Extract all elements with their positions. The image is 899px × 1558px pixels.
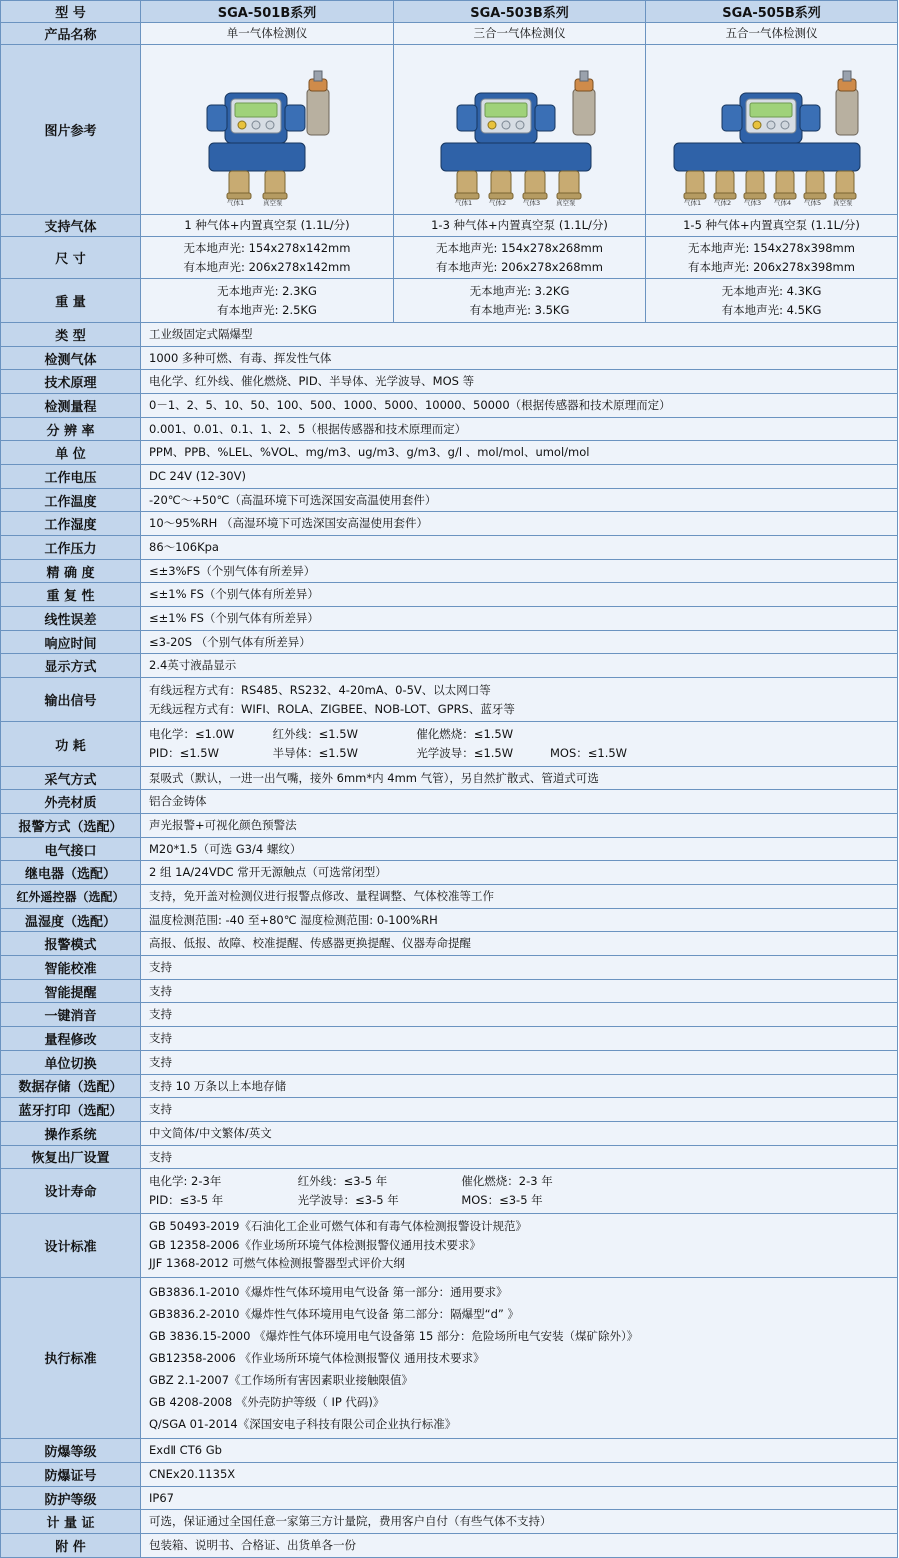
power-catalytic: 催化燃烧：≤1.5W — [416, 727, 514, 742]
row-label-alarm-mode: 报警模式 — [1, 932, 141, 956]
row-label-alarm-mode-opt: 报警方式（选配） — [1, 814, 141, 838]
table-row-voltage — [1, 465, 898, 489]
table-row-output — [1, 678, 898, 722]
row-label-work-humid: 工作湿度 — [1, 512, 141, 536]
table-row-os — [1, 1121, 898, 1145]
lifespan-electrochem: 电化学: 2-3年 — [149, 1174, 222, 1189]
size-505b-line2: 有本地声光: 206x278x398mm — [688, 259, 855, 274]
ex-grade-value: ExdⅡ CT6 Gb — [141, 1439, 898, 1463]
lifespan-line1 — [149, 1172, 891, 1191]
weight-503b — [394, 279, 646, 323]
row-label-work-press: 工作压力 — [1, 536, 141, 560]
table-row-product-name — [1, 23, 898, 45]
product-name-503b: 三合一气体检测仪 — [394, 23, 646, 45]
svg-text:真空泵: 真空泵 — [263, 199, 283, 207]
size-501b-line2: 有本地声光: 206x278x142mm — [183, 259, 351, 274]
row-label-ex-grade: 防爆等级 — [1, 1439, 141, 1463]
table-row-repeat — [1, 583, 898, 607]
row-label-one-key: 一键消音 — [1, 1003, 141, 1027]
table-row-support-gas — [1, 215, 898, 237]
table-row-accuracy — [1, 559, 898, 583]
row-label-restore: 恢复出厂设置 — [1, 1145, 141, 1169]
size-505b — [646, 237, 898, 279]
svg-text:气体3: 气体3 — [743, 199, 761, 207]
restore-value: 支持 — [141, 1145, 898, 1169]
table-row-response — [1, 630, 898, 654]
range-value: 0－1、2、5、10、50、100、500、1000、5000、10000、50000（根据传感器和技术原理而定） — [141, 394, 898, 418]
support-gas-501b: 1 种气体+内置真空泵 (1.1L/分) — [141, 215, 394, 237]
repeat-value: ≤±1% FS（个别气体有所差异） — [141, 583, 898, 607]
device-illustration-3 — [405, 49, 635, 207]
table-row-image — [1, 45, 898, 215]
design-std-line2: GB 12358-2006《作业场所环境气体检测报警仪通用技术要求》 — [149, 1237, 481, 1252]
row-label-work-temp: 工作温度 — [1, 488, 141, 512]
table-row-accessories — [1, 1534, 898, 1558]
row-label-support-gas: 支持气体 — [1, 215, 141, 237]
model-505b: SGA-505B系列 — [646, 1, 898, 23]
row-label-smart-remind: 智能提醒 — [1, 979, 141, 1003]
row-label-model: 型 号 — [1, 1, 141, 23]
row-label-category: 类 型 — [1, 323, 141, 347]
exec-std-line7: Q/SGA 01-2014《深国安电子科技有限公司企业执行标准》 — [149, 1417, 457, 1432]
size-501b — [141, 237, 394, 279]
model-501b: SGA-501B系列 — [141, 1, 394, 23]
metering-value: 可选，保证通过全国任意一家第三方计量院，费用客户自付（有些气体不支持） — [141, 1510, 898, 1534]
shell-value: 铝合金铸体 — [141, 790, 898, 814]
table-row-restore — [1, 1145, 898, 1169]
power-value — [141, 722, 898, 766]
row-label-storage: 数据存储（选配） — [1, 1074, 141, 1098]
row-label-lifespan: 设计寿命 — [1, 1169, 141, 1213]
table-row-work-press — [1, 536, 898, 560]
accuracy-value: ≤±3%FS（个别气体有所差异） — [141, 559, 898, 583]
table-row-storage — [1, 1074, 898, 1098]
table-row-unit-switch — [1, 1050, 898, 1074]
row-label-temp-humid-opt: 温湿度（选配） — [1, 908, 141, 932]
one-key-value: 支持 — [141, 1003, 898, 1027]
row-label-sampling: 采气方式 — [1, 766, 141, 790]
lifespan-pid: PID：≤3-5 年 — [149, 1192, 224, 1207]
table-row-smart-cal — [1, 956, 898, 980]
table-row-shell — [1, 790, 898, 814]
voltage-value: DC 24V (12-30V) — [141, 465, 898, 489]
table-row-ip-grade — [1, 1486, 898, 1510]
lifespan-value — [141, 1169, 898, 1213]
row-label-voltage: 工作电压 — [1, 465, 141, 489]
support-gas-503b: 1-3 种气体+内置真空泵 (1.1L/分) — [394, 215, 646, 237]
response-value: ≤3-20S （个别气体有所差异） — [141, 630, 898, 654]
row-label-ex-cert: 防爆证号 — [1, 1463, 141, 1487]
output-value — [141, 678, 898, 722]
table-row-display — [1, 654, 898, 678]
lifespan-infrared: 红外线：≤3-5 年 — [297, 1174, 388, 1189]
weight-503b-line2: 有本地声光: 3.5KG — [469, 302, 570, 317]
design-std-value — [141, 1213, 898, 1277]
output-line2: 无线远程方式有：WIFI、ROLA、ZIGBEE、NOB-LOT、GPRS、蓝牙等 — [149, 701, 515, 716]
row-label-bt-print: 蓝牙打印（选配） — [1, 1098, 141, 1122]
weight-503b-line1: 无本地声光: 3.2KG — [469, 284, 570, 299]
work-temp-value: -20℃～+50℃（高温环境下可选深国安高温使用套件） — [141, 488, 898, 512]
work-press-value: 86～106Kpa — [141, 536, 898, 560]
range-mod-value: 支持 — [141, 1027, 898, 1051]
linearity-value: ≤±1% FS（个别气体有所差异） — [141, 607, 898, 631]
power-line2 — [149, 744, 891, 763]
product-name-501b: 单一气体检测仪 — [141, 23, 394, 45]
device-image-505b — [646, 45, 898, 215]
row-label-detect-gas: 检测气体 — [1, 346, 141, 370]
lifespan-optical: 光学波导：≤3-5 年 — [297, 1192, 399, 1207]
row-label-shell: 外壳材质 — [1, 790, 141, 814]
design-std-line1: GB 50493-2019《石油化工企业可燃气体和有毒气体检测报警设计规范》 — [149, 1219, 527, 1234]
output-line1: 有线远程方式有：RS485、RS232、4-20mA、0-5V、以太网口等 — [149, 683, 491, 698]
size-501b-line1: 无本地声光: 154x278x142mm — [183, 241, 351, 256]
table-row-alarm-mode-opt — [1, 814, 898, 838]
table-row-metering — [1, 1510, 898, 1534]
design-std-line3: JJF 1368-2012 可燃气体检测报警器型式评价大纲 — [149, 1256, 405, 1271]
power-optical: 光学波导：≤1.5W — [416, 746, 514, 761]
row-label-display: 显示方式 — [1, 654, 141, 678]
row-label-ip-grade: 防护等级 — [1, 1486, 141, 1510]
row-label-resolution: 分 辨 率 — [1, 417, 141, 441]
ex-cert-value: CNEx20.1135X — [141, 1463, 898, 1487]
table-row-exec-std — [1, 1277, 898, 1439]
size-503b — [394, 237, 646, 279]
row-label-output: 输出信号 — [1, 678, 141, 722]
table-row-bt-print — [1, 1098, 898, 1122]
storage-value: 支持 10 万条以上本地存储 — [141, 1074, 898, 1098]
accessories-value: 包装箱、说明书、合格证、出货单各一份 — [141, 1534, 898, 1558]
row-label-product-name: 产品名称 — [1, 23, 141, 45]
work-humid-value: 10～95%RH （高湿环境下可选深国安高湿使用套件） — [141, 512, 898, 536]
svg-text:气体1: 气体1 — [454, 199, 472, 207]
lifespan-line2 — [149, 1191, 891, 1210]
table-row-remote — [1, 885, 898, 909]
weight-505b-line2: 有本地声光: 4.5KG — [721, 302, 822, 317]
table-row-detect-gas — [1, 346, 898, 370]
relay-value: 2 组 1A/24VDC 常开无源触点（可选常闭型） — [141, 861, 898, 885]
power-semiconductor: 半导体：≤1.5W — [272, 746, 358, 761]
row-label-exec-std: 执行标准 — [1, 1277, 141, 1439]
row-label-tech-principle: 技术原理 — [1, 370, 141, 394]
row-label-repeat: 重 复 性 — [1, 583, 141, 607]
smart-remind-value: 支持 — [141, 979, 898, 1003]
row-label-weight: 重 量 — [1, 279, 141, 323]
weight-505b — [646, 279, 898, 323]
ip-grade-value: IP67 — [141, 1486, 898, 1510]
table-row-range-mod — [1, 1027, 898, 1051]
power-line1 — [149, 725, 891, 744]
row-label-accessories: 附 件 — [1, 1534, 141, 1558]
row-label-linearity: 线性误差 — [1, 607, 141, 631]
table-row-ex-cert — [1, 1463, 898, 1487]
tech-principle-value: 电化学、红外线、催化燃烧、PID、半导体、光学波导、MOS 等 — [141, 370, 898, 394]
table-row-lifespan — [1, 1169, 898, 1213]
table-row-work-temp — [1, 488, 898, 512]
detect-gas-value: 1000 多种可燃、有毒、挥发性气体 — [141, 346, 898, 370]
weight-501b-line1: 无本地声光: 2.3KG — [217, 284, 317, 299]
power-pid: PID：≤1.5W — [149, 746, 219, 761]
table-row-weight — [1, 279, 898, 323]
svg-text:气体4: 气体4 — [773, 199, 791, 207]
remote-value: 支持，免开盖对检测仪进行报警点修改、量程调整、气体校准等工作 — [141, 885, 898, 909]
svg-text:真空泵: 真空泵 — [832, 199, 852, 207]
os-value: 中文简体/中文繁体/英文 — [141, 1121, 898, 1145]
exec-std-line3: GB 3836.15-2000 《爆炸性气体环境用电气设备第 15 部分：危险场所电气安装（煤矿除外）》 — [149, 1328, 639, 1343]
svg-text:真空泵: 真空泵 — [555, 199, 575, 207]
unit-value: PPM、PPB、%LEL、%VOL、mg/m3、ug/m3、g/m3、g/l 、mol/mol、umol/mol — [141, 441, 898, 465]
svg-text:气体1: 气体1 — [683, 199, 701, 207]
row-label-relay: 继电器（选配） — [1, 861, 141, 885]
row-label-metering: 计 量 证 — [1, 1510, 141, 1534]
row-label-remote: 红外遥控器（选配） — [1, 885, 141, 909]
row-label-accuracy: 精 确 度 — [1, 559, 141, 583]
table-row-sampling — [1, 766, 898, 790]
table-row-electrical — [1, 837, 898, 861]
display-value: 2.4英寸液晶显示 — [141, 654, 898, 678]
power-electrochem: 电化学：≤1.0W — [149, 727, 235, 742]
row-label-smart-cal: 智能校准 — [1, 956, 141, 980]
exec-std-value — [141, 1277, 898, 1439]
lifespan-catalytic: 催化燃烧：2-3 年 — [461, 1174, 553, 1189]
weight-501b — [141, 279, 394, 323]
row-label-design-std: 设计标准 — [1, 1213, 141, 1277]
bt-print-value: 支持 — [141, 1098, 898, 1122]
exec-std-line4: GB12358-2006 《作业场所环境气体检测报警仪 通用技术要求》 — [149, 1350, 485, 1365]
exec-std-line6: GB 4208-2008 《外壳防护等级（ IP 代码)》 — [149, 1395, 385, 1410]
alarm-mode-value: 高报、低报、故障、校准提醒、传感器更换提醒、仪器寿命提醒 — [141, 932, 898, 956]
table-row-ex-grade — [1, 1439, 898, 1463]
table-row-relay — [1, 861, 898, 885]
power-infrared: 红外线：≤1.5W — [272, 727, 358, 742]
electrical-value: M20*1.5（可选 G3/4 螺纹） — [141, 837, 898, 861]
model-503b: SGA-503B系列 — [394, 1, 646, 23]
row-label-os: 操作系统 — [1, 1121, 141, 1145]
device-illustration-5 — [648, 49, 896, 207]
svg-text:气体3: 气体3 — [522, 199, 540, 207]
size-503b-line2: 有本地声光: 206x278x268mm — [436, 259, 603, 274]
table-row-one-key — [1, 1003, 898, 1027]
table-row-power — [1, 722, 898, 766]
table-row-temp-humid-opt — [1, 908, 898, 932]
sampling-value: 泵吸式（默认，一进一出气嘴，接外 6mm*内 4mm 气管），另自然扩散式、管道式可选 — [141, 766, 898, 790]
svg-text:气体1: 气体1 — [227, 199, 245, 207]
svg-text:气体2: 气体2 — [713, 199, 731, 207]
table-row-size — [1, 237, 898, 279]
support-gas-505b: 1-5 种气体+内置真空泵 (1.1L/分) — [646, 215, 898, 237]
table-row-category — [1, 323, 898, 347]
lifespan-mos: MOS：≤3-5 年 — [461, 1192, 543, 1207]
alarm-mode-opt-value: 声光报警+可视化颜色预警法 — [141, 814, 898, 838]
exec-std-line5: GBZ 2.1-2007《工作场所有害因素职业接触限值》 — [149, 1373, 414, 1388]
svg-text:气体5: 气体5 — [803, 199, 821, 207]
row-label-unit: 单 位 — [1, 441, 141, 465]
weight-505b-line1: 无本地声光: 4.3KG — [721, 284, 822, 299]
device-image-503b — [394, 45, 646, 215]
table-row-design-std — [1, 1213, 898, 1277]
unit-switch-value: 支持 — [141, 1050, 898, 1074]
product-name-505b: 五合一气体检测仪 — [646, 23, 898, 45]
row-label-power: 功 耗 — [1, 722, 141, 766]
table-row-tech-principle — [1, 370, 898, 394]
table-row-range — [1, 394, 898, 418]
row-label-unit-switch: 单位切换 — [1, 1050, 141, 1074]
row-label-image: 图片参考 — [1, 45, 141, 215]
device-image-501b — [141, 45, 394, 215]
row-label-range-mod: 量程修改 — [1, 1027, 141, 1051]
temp-humid-opt-value: 温度检测范围: -40 至+80℃ 湿度检测范围: 0-100%RH — [141, 908, 898, 932]
row-label-range: 检测量程 — [1, 394, 141, 418]
weight-501b-line2: 有本地声光: 2.5KG — [217, 302, 317, 317]
row-label-response: 响应时间 — [1, 630, 141, 654]
device-illustration-1 — [167, 49, 367, 207]
table-row-linearity — [1, 607, 898, 631]
row-label-size: 尺 寸 — [1, 237, 141, 279]
table-row-smart-remind — [1, 979, 898, 1003]
size-505b-line1: 无本地声光: 154x278x398mm — [688, 241, 855, 256]
exec-std-line1: GB3836.1-2010《爆炸性气体环境用电气设备 第一部分：通用要求》 — [149, 1284, 508, 1299]
size-503b-line1: 无本地声光: 154x278x268mm — [436, 241, 603, 256]
category-value: 工业级固定式隔爆型 — [141, 323, 898, 347]
row-label-electrical: 电气接口 — [1, 837, 141, 861]
resolution-value: 0.001、0.01、0.1、1、2、5（根据传感器和技术原理而定） — [141, 417, 898, 441]
table-row-resolution — [1, 417, 898, 441]
table-row-unit — [1, 441, 898, 465]
svg-text:气体2: 气体2 — [488, 199, 506, 207]
smart-cal-value: 支持 — [141, 956, 898, 980]
exec-std-line2: GB3836.2-2010《爆炸性气体环境用电气设备 第二部分：隔爆型“d” 》 — [149, 1306, 519, 1321]
table-row-alarm-mode — [1, 932, 898, 956]
power-mos: MOS：≤1.5W — [549, 746, 628, 761]
table-row-model — [1, 1, 898, 23]
table-row-work-humid — [1, 512, 898, 536]
